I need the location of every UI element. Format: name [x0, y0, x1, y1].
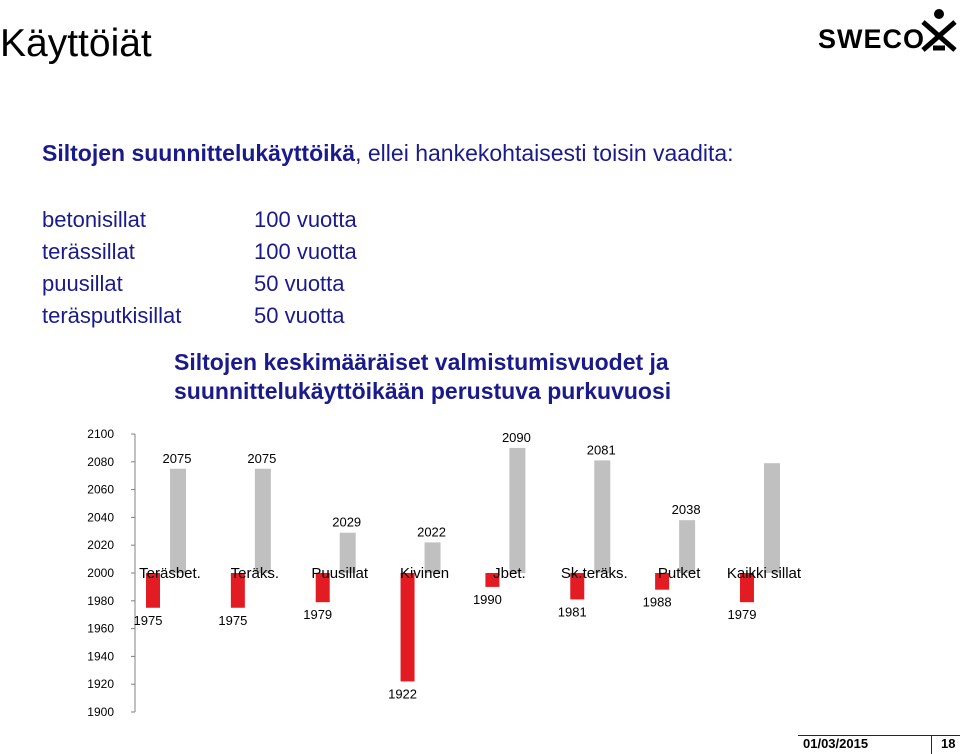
design-life: 100 vuotta [254, 207, 357, 232]
footer-separator [931, 735, 932, 754]
data-label-top: 2075 [247, 450, 277, 466]
chart-title [174, 348, 671, 406]
bridge-type: terässillat [42, 239, 135, 264]
logo-text: SWECO [818, 24, 926, 54]
y-tick-label: 2040 [87, 510, 114, 525]
data-label-bottom: 1975 [133, 612, 163, 628]
page-number: 18 [941, 736, 956, 751]
headline [42, 140, 734, 167]
demolition-year-bar [509, 448, 525, 573]
lifetime-row [42, 236, 357, 268]
data-label-top: 2081 [586, 442, 616, 458]
design-life: 100 vuotta [254, 239, 357, 264]
category-label: Puusillat [311, 565, 369, 582]
bridge-type: betonisillat [42, 207, 146, 232]
sweco-mark-icon [919, 8, 959, 52]
y-tick-label: 2080 [87, 454, 114, 469]
y-tick-label: 2060 [87, 482, 114, 497]
data-label-bottom: 1979 [303, 607, 333, 623]
built-year-bar [401, 573, 415, 681]
data-label-bottom: 1979 [727, 607, 757, 623]
data-label-bottom: 1990 [472, 591, 502, 607]
category-label: Teräsbet. [139, 565, 201, 582]
y-tick-label: 1960 [87, 621, 114, 636]
data-label-top: 2038 [671, 502, 701, 518]
data-label-top: 2075 [162, 450, 192, 466]
y-tick-label: 1920 [87, 677, 114, 692]
category-label: Sk.teräks. [560, 565, 628, 582]
y-tick-label: 1940 [87, 649, 114, 664]
page-title: Käyttöiät [0, 22, 152, 65]
data-label-bottom: 1922 [388, 686, 418, 702]
sweco-logo [818, 8, 960, 52]
bridge-type: puusillat [42, 271, 123, 296]
data-label-bottom: 1988 [642, 594, 672, 610]
y-tick-label: 2020 [87, 538, 114, 553]
headline-rest: , ellei hankekohtaisesti toisin vaadita: [355, 140, 734, 166]
data-label-bottom: 1981 [557, 604, 587, 620]
design-life: 50 vuotta [254, 303, 345, 328]
category-label: Putket [657, 565, 701, 582]
category-label: Teräks. [230, 565, 280, 582]
demolition-year-bar [255, 469, 271, 573]
y-tick-label: 1900 [87, 705, 114, 719]
lifetime-row [42, 268, 357, 300]
data-label-top: 2029 [332, 514, 362, 530]
data-label-top: 2090 [501, 429, 531, 445]
y-tick-label: 2000 [87, 566, 114, 580]
lifetime-row [42, 204, 357, 236]
footer-date: 01/03/2015 [803, 736, 869, 751]
headline-bold: Siltojen suunnittelukäyttöikä [42, 140, 356, 166]
data-label-bottom: 1975 [218, 612, 248, 628]
lifetime-row [42, 300, 357, 332]
chart-title-line: suunnittelukäyttöikään perustuva purkuvuosi [174, 378, 672, 404]
demolition-year-bar [170, 469, 186, 573]
category-label: Kaikki sillat [726, 565, 802, 582]
lifetime-table [42, 204, 357, 332]
category-label: Kivinen [399, 565, 450, 582]
demolition-year-bar [764, 463, 780, 573]
design-life: 50 vuotta [254, 271, 345, 296]
bar-chart [0, 420, 960, 720]
bridge-type: teräsputkisillat [42, 303, 182, 328]
y-tick-label: 1980 [87, 593, 114, 608]
chart-title-line: Siltojen keskimääräiset valmistumisvuodet ja [174, 349, 669, 375]
demolition-year-bar [594, 460, 610, 573]
category-label: Jbet. [493, 565, 526, 582]
data-label-top: 2022 [417, 524, 447, 540]
y-tick-label: 2100 [87, 427, 114, 441]
